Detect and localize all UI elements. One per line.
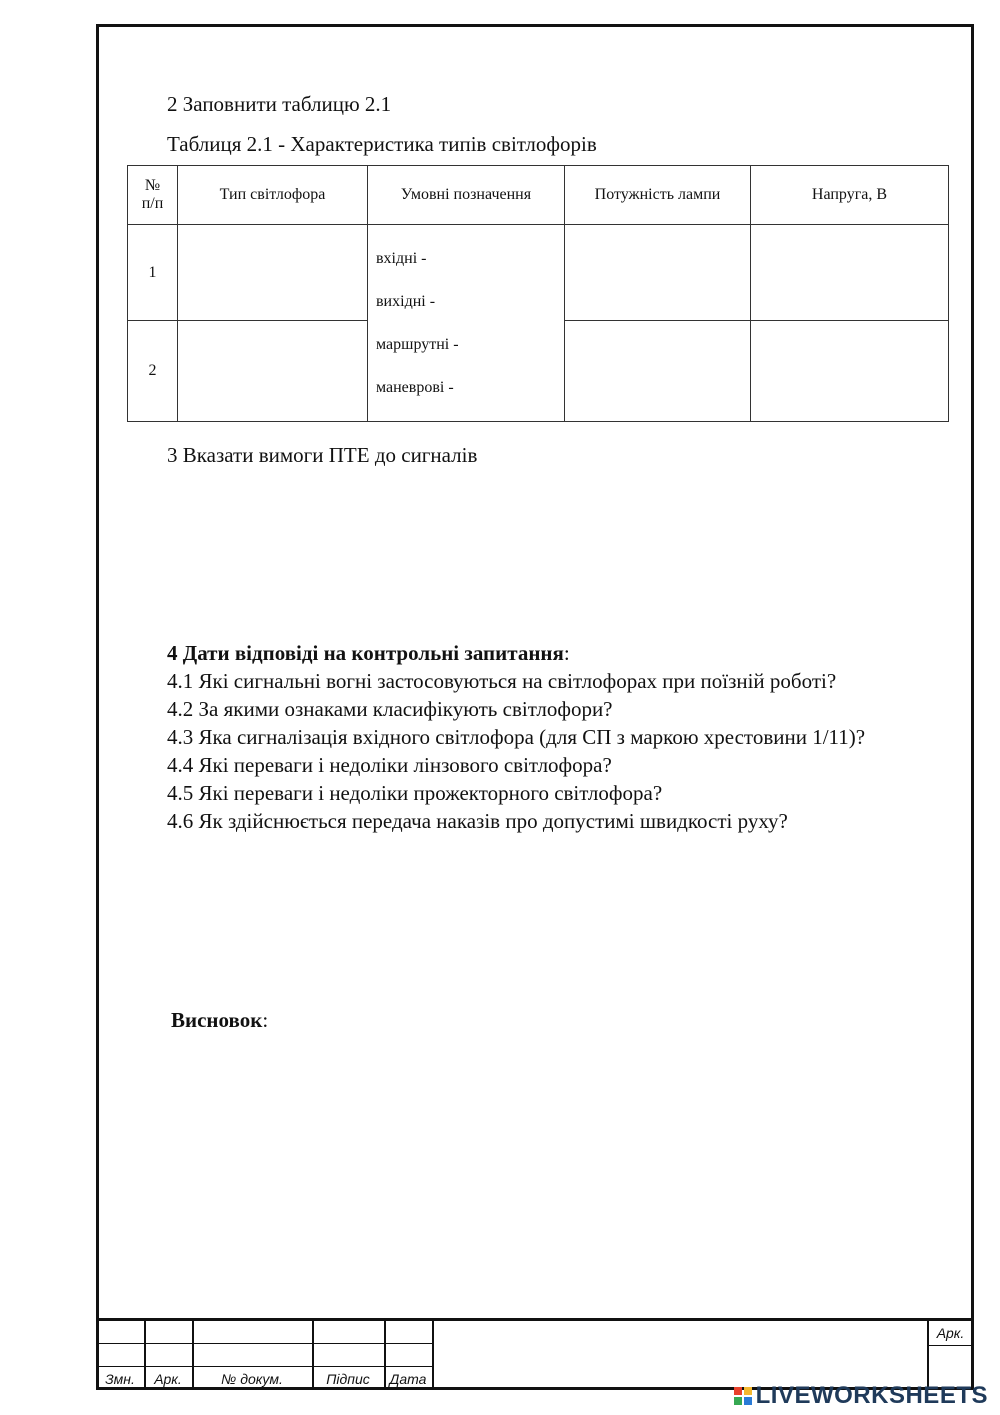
liveworksheets-logo-icon bbox=[734, 1387, 752, 1405]
conclusion-colon: : bbox=[262, 1008, 269, 1032]
designation-shunting: маневрові - bbox=[376, 379, 454, 396]
question-item: 4.1 Які сигнальні вогні застосовуються на світлофорах при поїзній роботі? bbox=[167, 669, 837, 693]
header-number bbox=[128, 166, 178, 225]
logo-block bbox=[744, 1397, 752, 1405]
conclusion-label bbox=[171, 1006, 268, 1034]
header-voltage: Напруга, В bbox=[751, 166, 949, 225]
task4-heading-colon: : bbox=[563, 641, 570, 665]
question-item: 4.5 Які переваги і недоліки прожекторного світлофора? bbox=[167, 781, 663, 805]
stamp-label-ark: Арк. bbox=[154, 1371, 182, 1387]
cell-type-input[interactable] bbox=[178, 321, 368, 422]
stamp-label-signature: Підпис bbox=[326, 1371, 370, 1387]
designation-route: маршрутні - bbox=[376, 336, 459, 353]
cell-voltage-input[interactable] bbox=[751, 321, 949, 422]
question-item: 4.2 За якими ознаками класифікують світлофори? bbox=[167, 697, 613, 721]
question-item: 4.4 Які переваги і недоліки лінзового світлофора? bbox=[167, 753, 612, 777]
header-designations: Умовні позначення bbox=[368, 166, 565, 225]
stamp-rule bbox=[927, 1345, 974, 1346]
logo-block bbox=[734, 1397, 742, 1405]
table-caption: Таблиця 2.1 - Характеристика типів світлофорів bbox=[167, 132, 597, 156]
designation-entry: вхідні - bbox=[376, 250, 427, 267]
stamp-sheet-label: Арк. bbox=[936, 1325, 965, 1341]
cell-power-input[interactable] bbox=[565, 225, 751, 321]
cell-voltage-input[interactable] bbox=[751, 225, 949, 321]
title-block bbox=[96, 1318, 974, 1390]
task4-heading-text: 4 Дати відповіді на контрольні запитання bbox=[167, 641, 564, 665]
row-number: 2 bbox=[128, 321, 178, 422]
logo-block bbox=[734, 1387, 742, 1395]
header-type: Тип світлофора bbox=[178, 166, 368, 225]
liveworksheets-watermark bbox=[734, 1383, 988, 1409]
row-number: 1 bbox=[128, 225, 178, 321]
stamp-divider bbox=[432, 1321, 434, 1390]
stamp-label-document: № докум. bbox=[221, 1371, 283, 1387]
table-header-row bbox=[128, 166, 949, 225]
cell-power-input[interactable] bbox=[565, 321, 751, 422]
designation-exit: вихідні - bbox=[376, 293, 436, 310]
question-item: 4.3 Яка сигналізація вхідного світлофора (для СП з маркою хрестовини 1/11)? bbox=[167, 725, 866, 749]
header-number-line2: п/п bbox=[141, 195, 164, 212]
watermark-text: LIVEWORKSHEETS bbox=[755, 1382, 988, 1409]
header-number-line1: № bbox=[144, 177, 161, 194]
stamp-rule bbox=[96, 1366, 432, 1367]
stamp-rule bbox=[96, 1343, 432, 1344]
task4-heading bbox=[167, 639, 570, 667]
cell-designations bbox=[368, 225, 565, 422]
conclusion-label-text: Висновок bbox=[171, 1008, 263, 1032]
stamp-label-date: Дата bbox=[389, 1371, 427, 1387]
signals-table bbox=[127, 165, 949, 422]
table-row bbox=[128, 225, 949, 321]
logo-block bbox=[744, 1387, 752, 1395]
question-item: 4.6 Як здійснюється передача наказів про допустимі швидкості руху? bbox=[167, 809, 788, 833]
header-lamp-power: Потужність лампи bbox=[565, 166, 751, 225]
cell-type-input[interactable] bbox=[178, 225, 368, 321]
task3-heading: 3 Вказати вимоги ПТЕ до сигналів bbox=[167, 443, 478, 467]
stamp-label-zmn: Змн. bbox=[105, 1371, 135, 1387]
task2-heading: 2 Заповнити таблицю 2.1 bbox=[167, 92, 392, 116]
